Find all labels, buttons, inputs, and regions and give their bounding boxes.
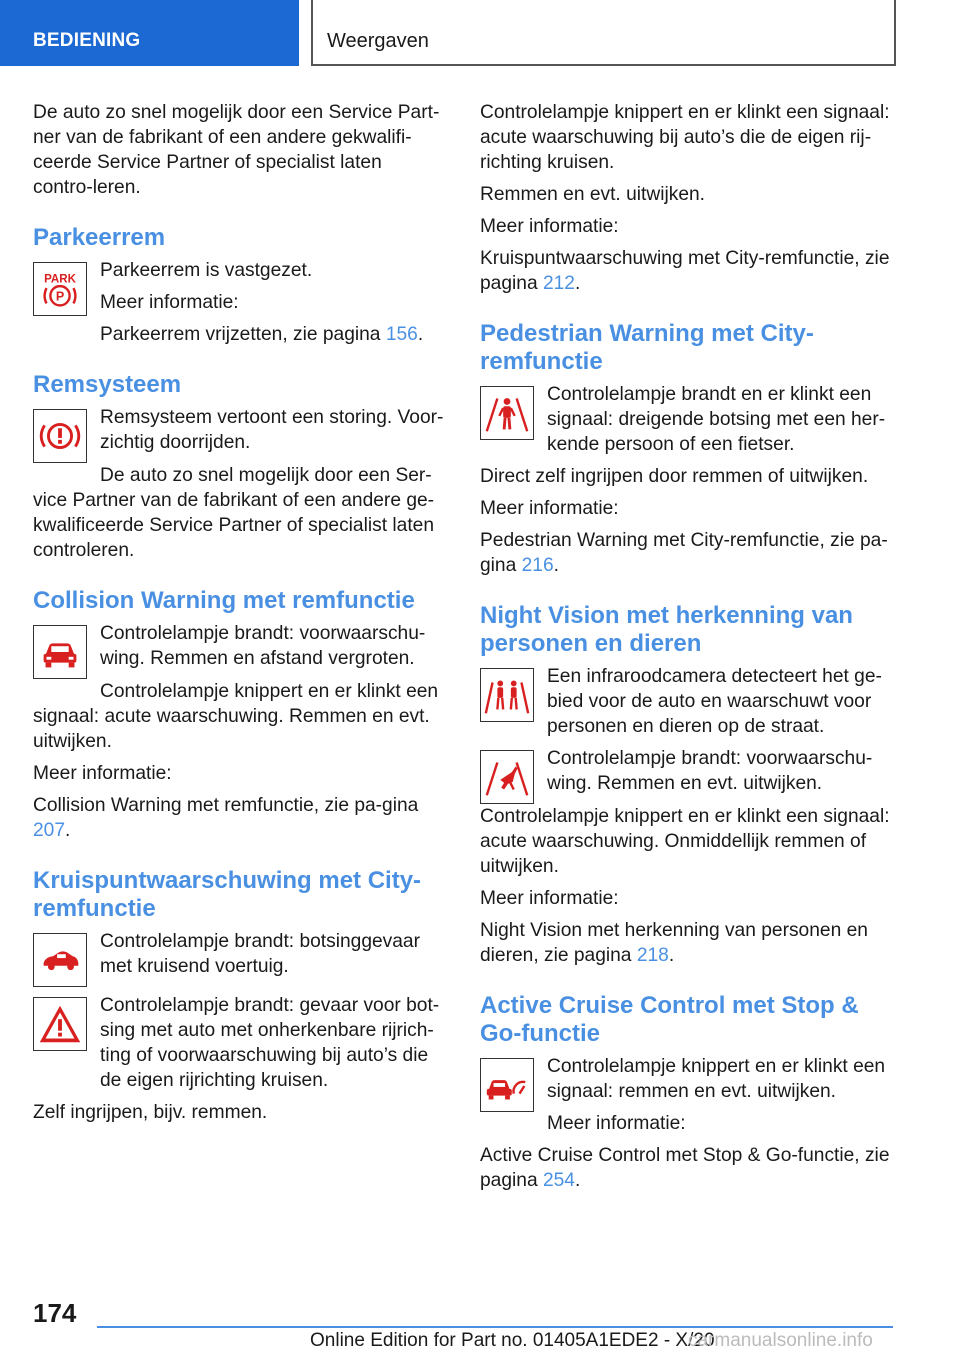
night-ref: Night Vision met herkenning van personen en dieren, zie pagina 218.	[480, 920, 868, 966]
footer-divider	[97, 1326, 893, 1328]
entry-kruispunt-2	[33, 993, 445, 1093]
kruispunt-status-1: Controlelampje brandt: botsinggevaar met kruisend voertuig.	[100, 931, 420, 977]
svg-text:PARK: PARK	[44, 273, 76, 286]
edition-text: Online Edition for Part no. 01405A1EDE2 - X/20	[310, 1330, 715, 1351]
remsysteem-status: Remsysteem vertoont een storing. Voor-zichtig doorrijden.	[100, 407, 444, 453]
kruispunt-ref: Kruispuntwaarschuwing met City-remfunctie, zie pagina 212.	[480, 248, 890, 294]
right-column	[480, 100, 892, 1200]
intro-text: De auto zo snel mogelijk door een Service Part-ner van de fabrikant of een andere gekwalifi-ceerde Service Partner of specialist laten contro-leren.	[33, 102, 440, 198]
acc-more: Meer informatie:	[547, 1113, 686, 1134]
pedestrian-more: Meer informatie:	[480, 498, 619, 519]
page-header	[0, 0, 960, 66]
left-column	[33, 100, 445, 1132]
svg-text:P: P	[55, 289, 65, 304]
entry-pedestrian	[480, 382, 892, 457]
entry-collision	[33, 621, 445, 679]
entry-night-1	[480, 664, 892, 739]
night-more: Meer informatie:	[480, 888, 619, 909]
collision-ref: Collision Warning met remfunctie, zie pa-gina 207.	[33, 795, 419, 841]
heading-acc: Active Cruise Control met Stop & Go-functie	[480, 992, 859, 1047]
page-link-254[interactable]: 254	[542, 1170, 575, 1191]
heading-parkeerrem: Parkeerrem	[33, 224, 166, 251]
warning-triangle-icon	[33, 997, 87, 1051]
night-status: Controlelampje brandt: voorwaarschu-wing. Remmen en evt. uitwijken.	[547, 748, 873, 794]
pedestrian-warning-icon	[480, 386, 534, 440]
entry-kruispunt-1	[33, 929, 445, 987]
brake-system-icon	[33, 409, 87, 463]
night-acute: Controlelampje knippert en er klinkt een signaal: acute waarschuwing. Onmiddellijk remmen of uitwijken.	[480, 806, 890, 877]
heading-night-vision: Night Vision met herkenning van personen en dieren	[480, 602, 853, 657]
page-link-212[interactable]: 212	[542, 273, 575, 294]
collision-status: Controlelampje brandt: voorwaarschu-wing. Remmen en afstand vergroten.	[100, 623, 426, 669]
page-link-207[interactable]: 207	[33, 820, 66, 841]
animal-icon	[480, 750, 534, 804]
collision-warning-icon	[33, 625, 87, 679]
page-footer	[0, 1290, 960, 1362]
heading-collision: Collision Warning met remfunctie	[33, 587, 415, 614]
page-link-216[interactable]: 216	[521, 555, 554, 576]
kruispunt-action: Zelf ingrijpen, bijv. remmen.	[33, 1102, 268, 1123]
parkeerrem-ref: Parkeerrem vrijzetten, zie pagina 156.	[100, 324, 424, 345]
entry-night-2	[480, 746, 892, 804]
entry-parkeerrem	[33, 258, 445, 347]
pedestrian-status: Controlelampje brandt en er klinkt een signaal: dreigende botsing met een her-kende persoon of een fietser.	[547, 384, 886, 455]
section-title: Weergaven	[311, 0, 896, 66]
collision-acute: Controlelampje knippert en er klinkt een signaal: acute waarschuwing. Remmen en evt. uitwijken.	[33, 681, 439, 752]
heading-pedestrian: Pedestrian Warning met City-remfunctie	[480, 320, 814, 375]
pedestrian-ref: Pedestrian Warning met City-remfunctie, zie pa-gina 216.	[480, 530, 888, 576]
kruispunt-brake: Remmen en evt. uitwijken.	[480, 184, 706, 205]
page-link-156[interactable]: 156	[385, 324, 418, 345]
chapter-tab: BEDIENING	[0, 0, 299, 66]
page-number: 174	[33, 1298, 77, 1328]
cruise-control-icon	[480, 1058, 534, 1112]
parkeerrem-status: Parkeerrem is vastgezet.	[100, 260, 313, 281]
kruispunt-status-2: Controlelampje brandt: gevaar voor bot-sing met auto met onherkenbare rijrich-ting of voorwaarschuwing bij auto’s die de eigen rijrichting kruisen.	[100, 995, 440, 1091]
night-description: Een infraroodcamera detecteert het ge-bied voor de auto en waarschuwt voor personen en dieren op de straat.	[547, 666, 882, 737]
heading-remsysteem: Remsysteem	[33, 371, 182, 398]
heading-kruispunt: Kruispuntwaarschuwing met City-remfunctie	[33, 867, 422, 922]
entry-acc	[480, 1054, 892, 1136]
acc-status: Controlelampje knippert en er klinkt een signaal: remmen en evt. uitwijken.	[547, 1056, 886, 1102]
persons-icon	[480, 668, 534, 722]
kruispunt-more: Meer informatie:	[480, 216, 619, 237]
collision-more: Meer informatie:	[33, 763, 172, 784]
kruispunt-acute: Controlelampje knippert en er klinkt een signaal: acute waarschuwing bij auto’s die de eigen rij-richting kruisen.	[480, 102, 890, 173]
crossing-car-icon	[33, 933, 87, 987]
pedestrian-action: Direct zelf ingrijpen door remmen of uitwijken.	[480, 466, 869, 487]
acc-ref: Active Cruise Control met Stop & Go-functie, zie pagina 254.	[480, 1145, 890, 1191]
page-link-218[interactable]: 218	[636, 945, 669, 966]
entry-remsysteem	[33, 405, 445, 463]
parkeerrem-more: Meer informatie:	[100, 292, 239, 313]
park-brake-icon	[33, 262, 87, 316]
remsysteem-advice: De auto zo snel mogelijk door een Ser-vice Partner van de fabrikant of een andere ge-kwalificeerde Service Partner of specialist laten controleren.	[33, 465, 435, 561]
watermark: carmanualsonline.info	[688, 1330, 873, 1351]
